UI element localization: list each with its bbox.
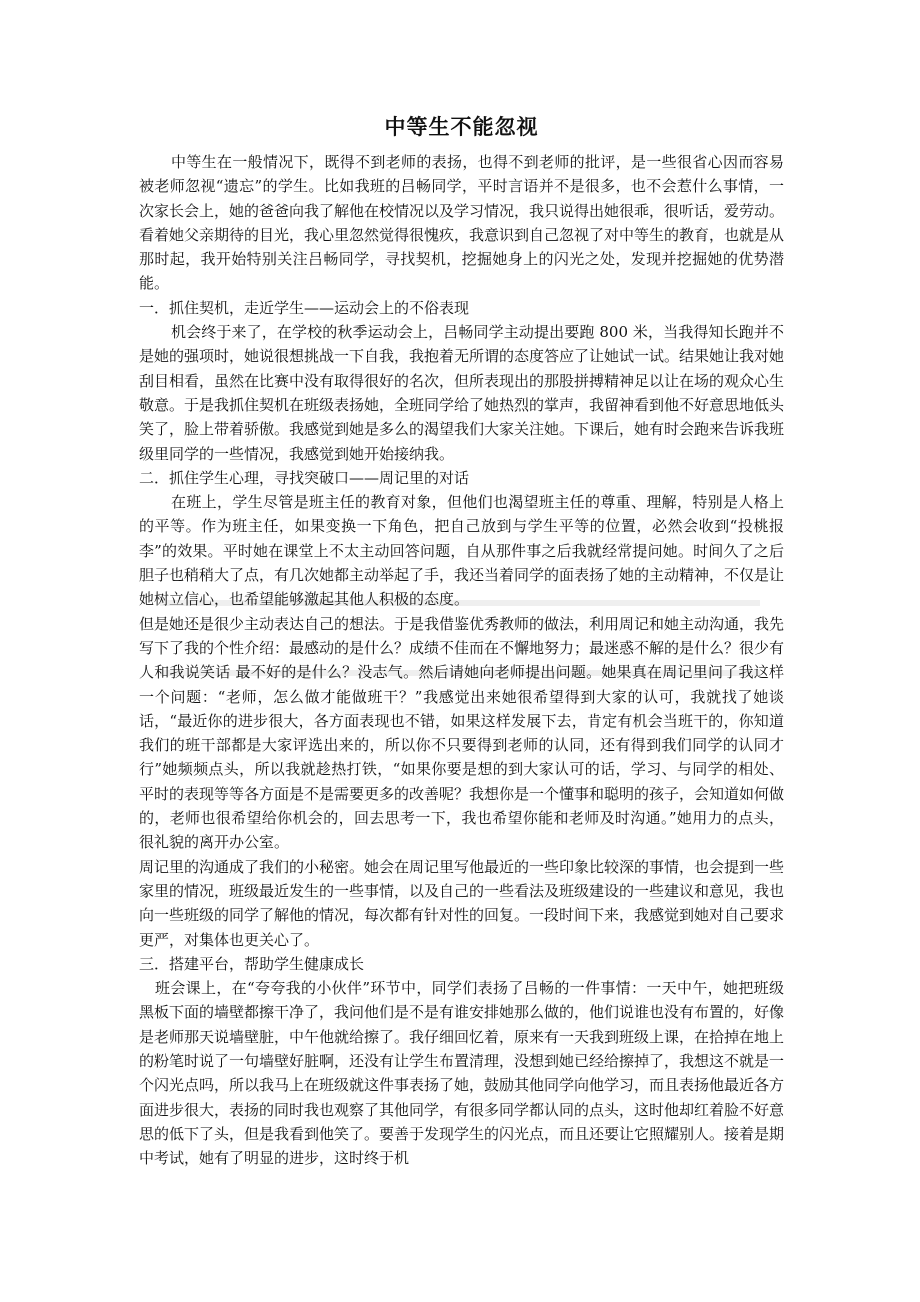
section-heading-3: 三．搭建平台，帮助学生健康成长: [139, 954, 365, 973]
section-2-paragraph-3: 周记里的沟通成了我们的小秘密。她会在周记里写他最近的一些印象比较深的事情，也会提到一些家里的情况，班级最近发生的一些事情，以及自己的一些看法及班级建设的一些建议和意见，我也向一些班级的同学了解他的情况，每次都有针对性的回复。一段时间下来，我感觉到她对自己要求更严，对集体也更关心了。: [139, 857, 785, 949]
document-page: [139, 112, 784, 1170]
section-heading-2: 二．抓住学生心理，寻找突破口——周记里的对话: [139, 468, 470, 487]
document-title: 中等生不能忽视: [384, 115, 539, 139]
intro-paragraph: 中等生在一般情况下，既得不到老师的表扬，也得不到老师的批评，是一些很省心因而容易被老师忽视“遗忘”的学生。比如我班的吕畅同学，平时言语并不是很多，也不会惹什么事情，一次家长会上，她的爸爸向我了解他在校情况以及学习情况，我只说得出她很乖，很听话，爱劳动。看着她父亲期待的目光，我心里忽然觉得很愧疚，我意识到自己忽视了对中等生的教育，也就是从那时起，我开始特别关注吕畅同学，寻找契机，挖掘她身上的闪光之处，发现并挖掘她的优势潜能。: [139, 153, 785, 293]
section-1-paragraph: 机会终于来了，在学校的秋季运动会上，吕畅同学主动提出要跑 800 米，当我得知长跑并不是她的强项时，她说很想挑战一下自我，我抱着无所谓的态度答应了让她试一试。结果她让我对她刮目相看，虽然在比赛中没有取得很好的名次，但所表现出的那股拼搏精神足以让在场的观众心生敬意。于是我抓住契机在班级表扬她，全班同学给了她热烈的掌声，我留神看到他不好意思地低头笑了，脸上带着骄傲。我感觉到她是多么的渴望我们大家关注她。下课后，她有时会跑来告诉我班级里同学的一些情况，我感觉到她开始接纳我。: [139, 323, 785, 463]
section-2-paragraph-2: 但是她还是很少主动表达自己的想法。于是我借鉴优秀教师的做法，利用周记和她主动沟通，我先写下了我的个性介绍：最感动的是什么？成绩不佳而在不懈地努力；最迷惑不解的是什么？很少有人和我说笑话 最不好的是什么？没志气。然后请她向老师提出问题。她果真在周记里问了我这样一个问题：“老师，怎么做才能做班干？”我感觉出来她很希望得到大家的认可，我就找了她谈话，“最近你的进步很大，各方面表现也不错，如果这样发展下去，肯定有机会当班干的，你知道我们的班干部都是大家评选出来的，所以你不只要得到老师的认同，还有得到我们同学的认同才行”她频频点头，所以我就趁热打铁，“如果你要是想的到大家认可的话，学习、与同学的相处、平时的表现等等各方面是不是需要更多的改善呢？我想你是一个懂事和聪明的孩子，会知道如何做的，老师也很希望给你机会的，回去思考一下，我也希望你能和老师及时沟通。”她用力的点头，很礼貌的离开办公室。: [139, 614, 785, 852]
section-heading-1: 一．抓住契机，走近学生——运动会上的不俗表现: [139, 298, 470, 317]
section-3-paragraph: 班会课上，在“夸夸我的小伙伴”环节中，同学们表扬了吕畅的一件事情：一天中午，她把班级黑板下面的墙壁都擦干净了，我问他们是不是有谁安排她那么做的，他们说谁也没有布置的，好像是老师那天说墙壁脏，中午他就给擦了。我仔细回忆着，原来有一天我到班级上课，在拾掉在地上的粉笔时说了一句墙壁好脏啊，还没有让学生布置清理，没想到她已经给擦掉了，我想这不就是一个闪光点吗，所以我马上在班级就这件事表扬了她，鼓励其他同学向他学习，而且表扬他最近各方面进步很大，表扬的同时我也观察了其他同学，有很多同学都认同的点头，这时他却红着脸不好意思的低下了头，但是我看到他笑了。要善于发现学生的闪光点，而且还要让它照耀别人。接着是期中考试，她有了明显的进步，这时终于机: [139, 979, 785, 1168]
section-2-paragraph-1: 在班上，学生尽管是班主任的教育对象，但他们也渴望班主任的尊重、理解，特别是人格上的平等。作为班主任，如果变换一下角色，把自己放到与学生平等的位置，必然会收到“投桃报李”的效果。平时她在课堂上不太主动回答问题，自从那件事之后我就经常提问她。时间久了之后胆子也稍稍大了点，有几次她都主动举起了手，我还当着同学的面表扬了她的主动精神，不仅是让她树立信心，也希望能够激起其他人积极的态度。: [139, 493, 785, 609]
